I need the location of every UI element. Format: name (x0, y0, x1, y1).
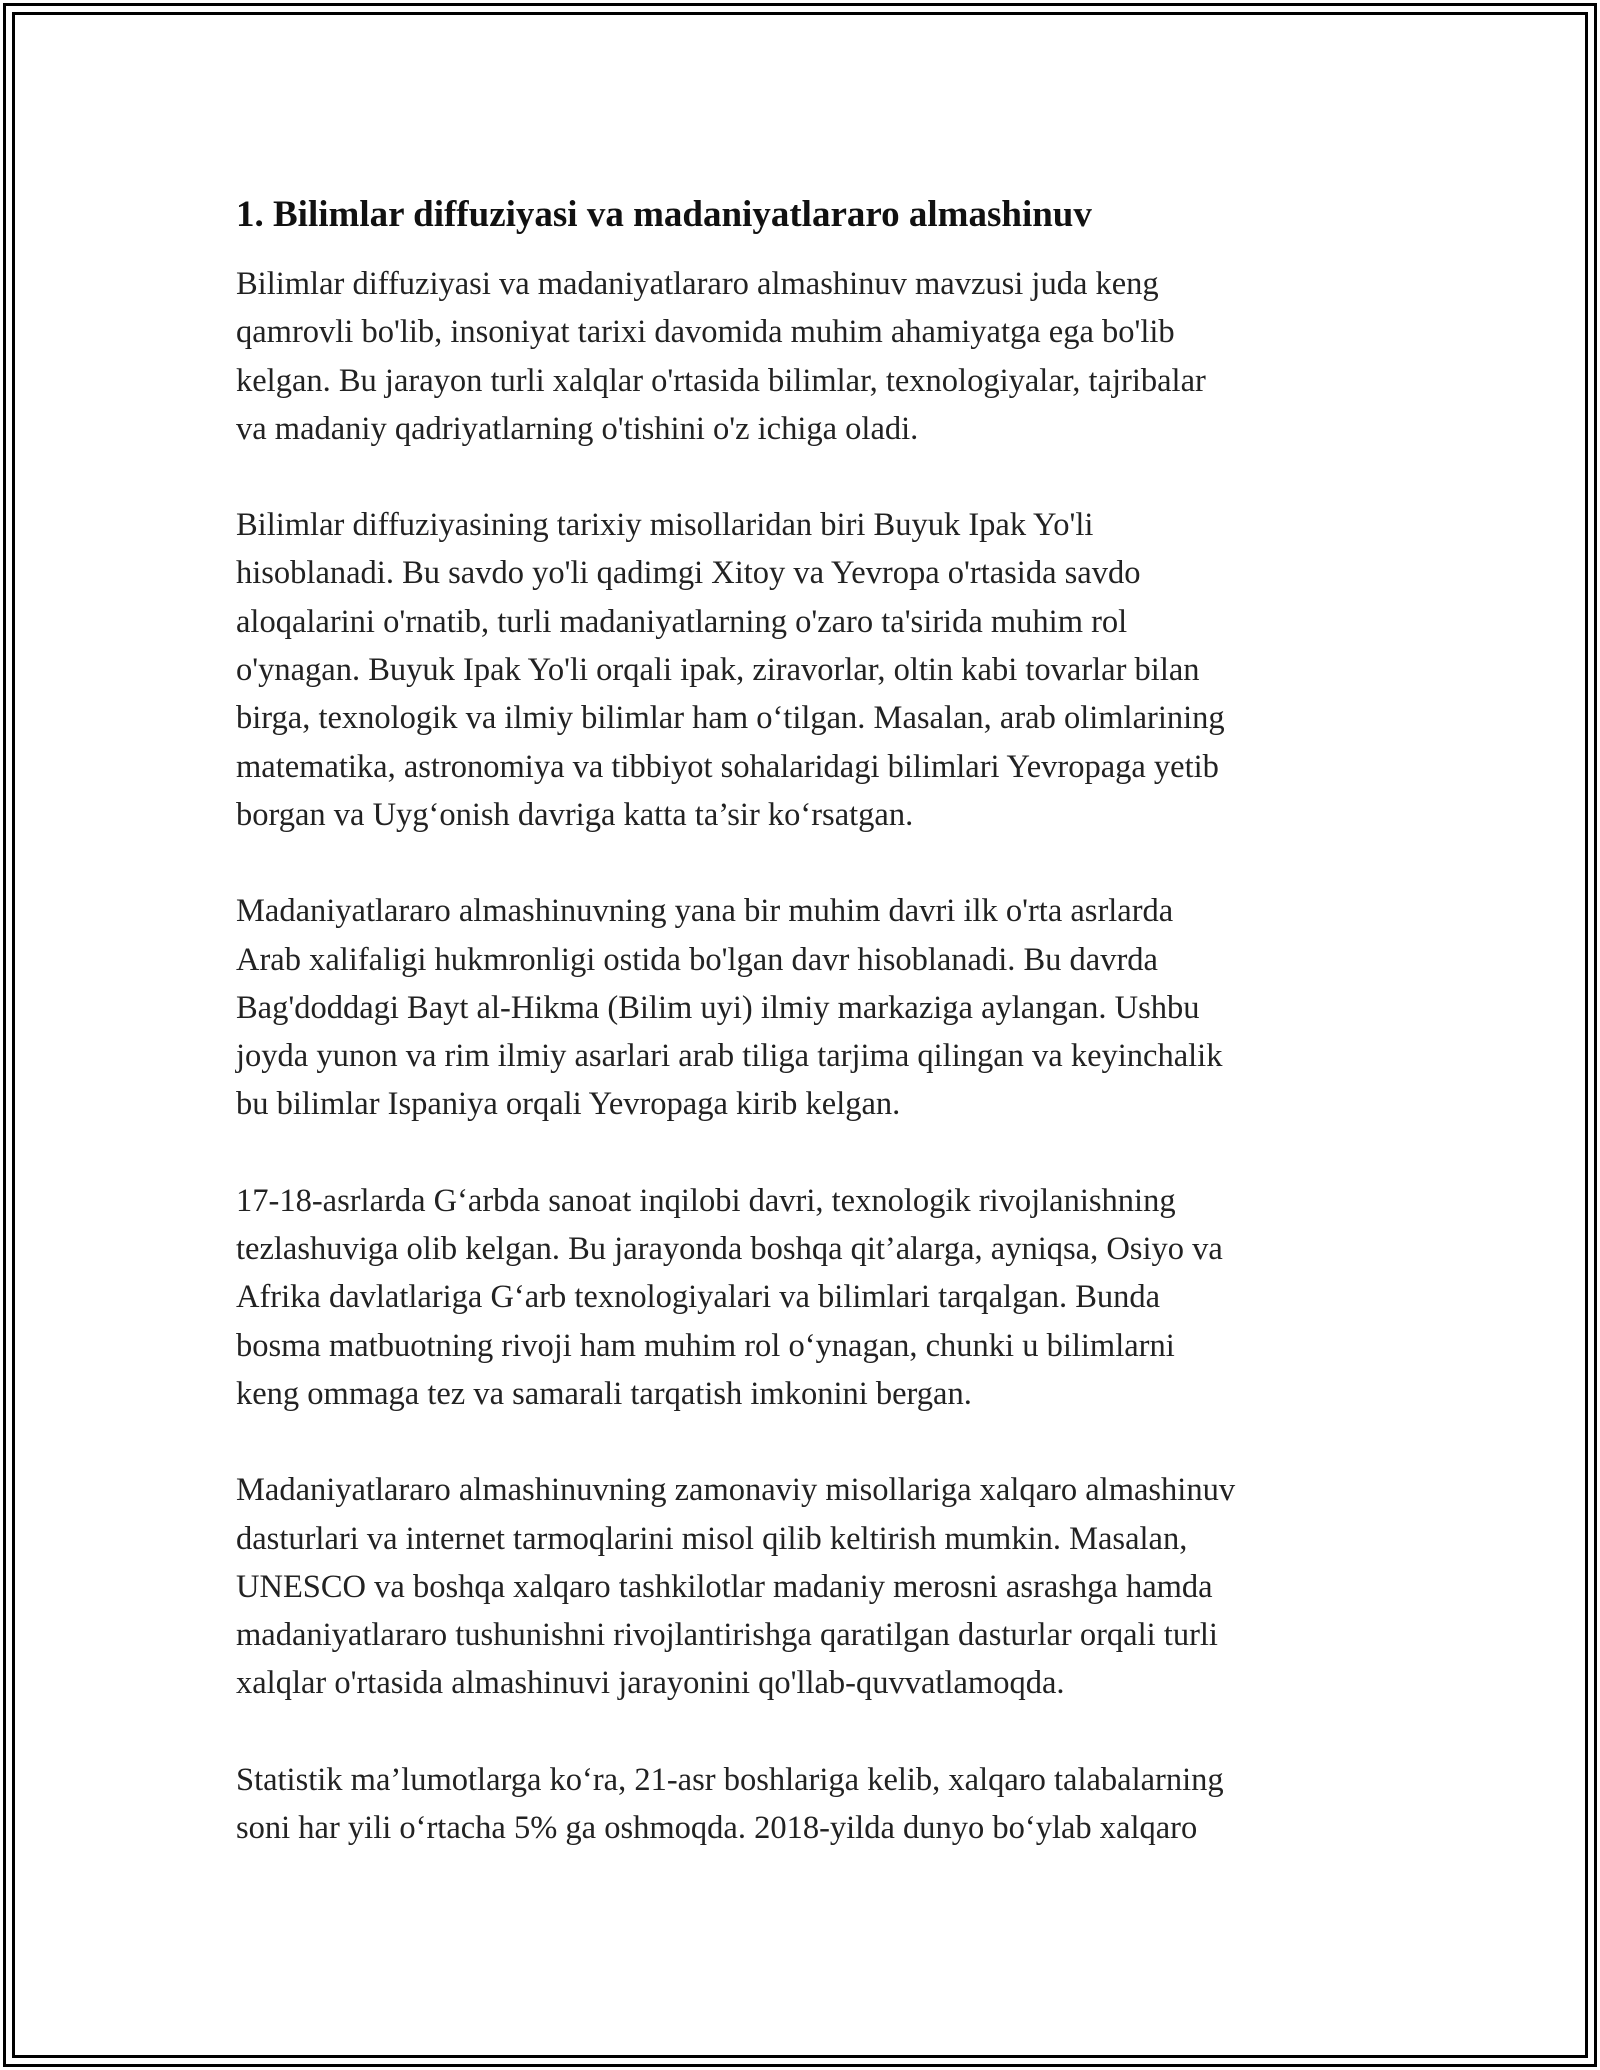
text-line: aloqalarini o'rnatib, turli madaniyatlarning o'zaro ta'sirida muhim rol (236, 603, 1128, 640)
text-line: birga, texnologik va ilmiy bilimlar ham o‘tilgan. Masalan, arab olimlarining (236, 700, 1225, 737)
text-line: keng ommaga tez va samarali tarqatish imkonini bergan. (236, 1375, 972, 1412)
text-line: dasturlari va internet tarmoqlarini misol qilib keltirish mumkin. Masalan, (236, 1520, 1188, 1557)
paragraph-1 (236, 260, 1376, 453)
text-line: qamrovli bo'lib, insoniyat tarixi davomida muhim ahamiyatga ega bo'lib (236, 314, 1175, 351)
text-line: kelgan. Bu jarayon turli xalqlar o'rtasida bilimlar, texnologiyalar, tajribalar (236, 362, 1206, 399)
text-line: UNESCO va boshqa xalqaro tashkilotlar madaniy merosni asrashga hamda (236, 1568, 1213, 1605)
text-line: xalqlar o'rtasida almashinuvi jarayonini qo'llab-quvvatlamoqda. (236, 1665, 1065, 1702)
text-line: 17-18-asrlarda G‘arbda sanoat inqilobi davri, texnologik rivojlanishning (236, 1182, 1176, 1219)
paragraph-3 (236, 887, 1376, 1128)
text-line: va madaniy qadriyatlarning o'tishini o'z ichiga oladi. (236, 410, 919, 447)
text-line: matematika, astronomiya va tibbiyot sohalaridagi bilimlari Yevropaga yetib (236, 748, 1219, 785)
text-line: hisoblanadi. Bu savdo yo'li qadimgi Xitoy va Yevropa o'rtasida savdo (236, 555, 1141, 592)
text-line: bosma matbuotning rivoji ham muhim rol o‘ynagan, chunki u bilimlarni (236, 1327, 1175, 1364)
text-line: tezlashuviga olib kelgan. Bu jarayonda boshqa qit’alarga, ayniqsa, Osiyo va (236, 1231, 1223, 1268)
text-line: joyda yunon va rim ilmiy asarlari arab tiliga tarjima qilingan va keyinchalik (236, 1038, 1223, 1075)
paragraph-5 (236, 1466, 1376, 1707)
paragraph-2 (236, 501, 1376, 839)
text-line: Arab xalifaligi hukmronligi ostida bo'lgan davr hisoblanadi. Bu davrda (236, 941, 1158, 978)
text-line: Madaniyatlararo almashinuvning zamonaviy misollariga xalqaro almashinuv (236, 1472, 1236, 1509)
text-line: Madaniyatlararo almashinuvning yana bir muhim davri ilk o'rta asrlarda (236, 893, 1174, 930)
text-line: bu bilimlar Ispaniya orqali Yevropaga kirib kelgan. (236, 1086, 901, 1123)
text-line: Bilimlar diffuziyasining tarixiy misollaridan biri Buyuk Ipak Yo'li (236, 507, 1094, 544)
document-body (236, 184, 1376, 1900)
text-line: Afrika davlatlariga G‘arb texnologiyalari va bilimlari tarqalgan. Bunda (236, 1279, 1161, 1316)
paragraph-6 (236, 1756, 1376, 1853)
text-line: Bag'doddagi Bayt al-Hikma (Bilim uyi) ilmiy markaziga aylangan. Ushbu (236, 989, 1200, 1026)
text-line: o'ynagan. Buyuk Ipak Yo'li orqali ipak, ziravorlar, oltin kabi tovarlar bilan (236, 652, 1200, 689)
section-heading: 1. Bilimlar diffuziyasi va madaniyatlararo almashinuv (236, 194, 1092, 235)
text-line: Statistik ma’lumotlarga ko‘ra, 21-asr boshlariga kelib, xalqaro talabalarning (236, 1761, 1224, 1798)
text-line: soni har yili o‘rtacha 5% ga oshmoqda. 2018-yilda dunyo bo‘ylab xalqaro (236, 1810, 1198, 1847)
paragraph-4 (236, 1177, 1376, 1418)
text-line: borgan va Uyg‘onish davriga katta ta’sir ko‘rsatgan. (236, 796, 914, 833)
text-line: madaniyatlararo tushunishni rivojlantirishga qaratilgan dasturlar orqali turli (236, 1617, 1218, 1654)
text-line: Bilimlar diffuziyasi va madaniyatlararo almashinuv mavzusi juda keng (236, 266, 1159, 302)
